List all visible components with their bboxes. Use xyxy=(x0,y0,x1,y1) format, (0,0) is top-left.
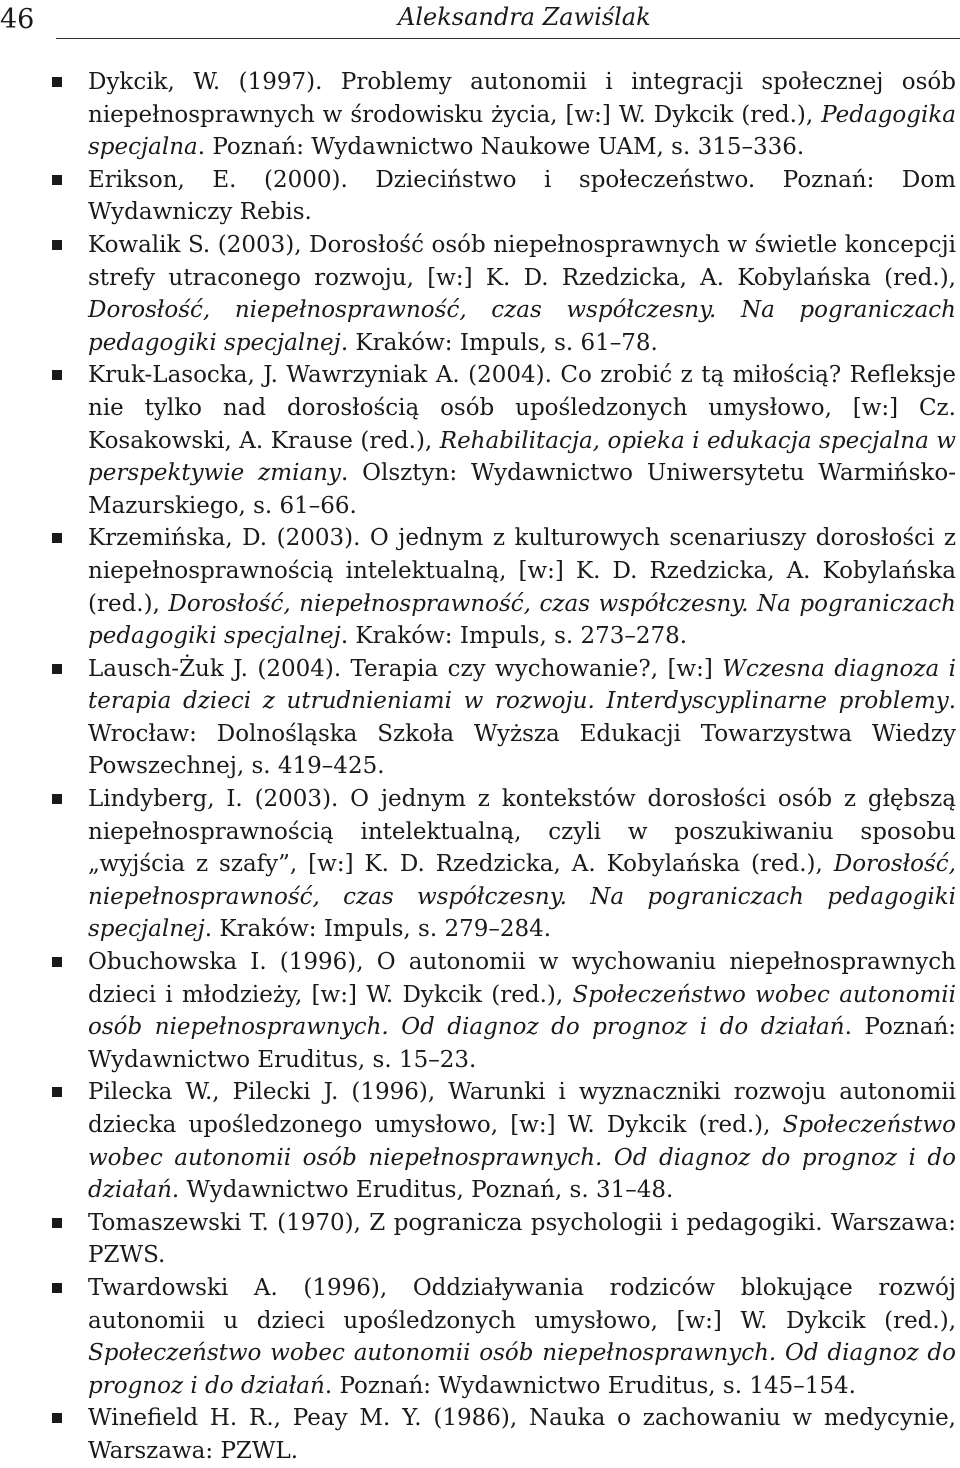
reference-text: Twardowski A. (1996), Oddziaływania rodziców blokujące rozwój autonomii u dzieci upośledzonych umysłowo, [w:] W. Dykcik (red.), xyxy=(88,1274,956,1334)
square-bullet-icon xyxy=(52,533,62,543)
square-bullet-icon xyxy=(52,1087,62,1097)
reference-text: Kruk-Lasocka, J. Wawrzyniak A. (2004). Co zrobić z tą miłością? Refleksje nie tylko nad dorosłością osób upośledzonych umysłowo, [w:] Cz. Kosakowski, A. Krause (red.), xyxy=(88,362,956,454)
reference-item xyxy=(52,1402,956,1467)
square-bullet-icon xyxy=(52,175,62,185)
reference-title-italic: Dorosłość, niepełnosprawność, czas współczesny. Na pograniczach pedagogiki specjalnej xyxy=(88,297,956,356)
reference-text: Tomaszewski T. (1970), Z pogranicza psychologii i pedagogiki. Warszawa: PZWS. xyxy=(88,1209,956,1269)
reference-item xyxy=(52,164,956,229)
reference-item xyxy=(52,66,956,164)
reference-text: . Wydawnictwo Eruditus, Poznań, s. 31–48. xyxy=(171,1177,674,1204)
reference-item xyxy=(52,946,956,1076)
reference-title-italic: Społeczeństwo wobec autonomii osób niepełnosprawnych. Od diagnoz do prognoz i do działań xyxy=(88,1340,956,1399)
reference-title-italic: Społeczeństwo wobec autonomii osób niepełnosprawnych. Od diagnoz do prognoz i do działań xyxy=(88,1112,956,1204)
reference-title-italic: Pedagogika specjalna xyxy=(88,101,956,161)
square-bullet-icon xyxy=(52,370,62,380)
reference-text: Krzemińska, D. (2003). O jednym z kulturowych scenariuszy dorosłości z niepełnosprawnością intelektualną, [w:] K. D. Rzedzicka, A. Kobylańska (red.), xyxy=(88,525,956,617)
reference-list xyxy=(52,66,956,1468)
reference-text: Kowalik S. (2003), Dorosłość osób niepełnosprawnych w świetle koncepcji strefy utraconego rozwoju, [w:] K. D. Rzedzicka, A. Kobylańska (red.), xyxy=(88,231,956,291)
reference-title-italic: Dorosłość, niepełnosprawność, czas współczesny. Na pograniczach pedagogiki specjalnej xyxy=(88,590,956,650)
running-head: Aleksandra Zawiślak xyxy=(398,3,651,31)
square-bullet-icon xyxy=(52,1218,62,1228)
reference-text: . Kraków: Impuls, s. 273–278. xyxy=(340,623,688,650)
reference-text: . Wrocław: Dolnośląska Szkoła Wyższa Edukacji Towarzystwa Wiedzy Powszechnej, s. 419–425. xyxy=(88,688,956,780)
square-bullet-icon xyxy=(52,1413,62,1423)
reference-item xyxy=(52,653,956,783)
reference-title-italic: Wczesna diagnoza i terapia dzieci z utrudnieniami w rozwoju. Interdyscyplinarne problemy xyxy=(88,655,956,715)
reference-text: Pilecka W., Pilecki J. (1996), Warunki i wyznaczniki rozwoju autonomii dziecka upośledzonego umysłowo, [w:] W. Dykcik (red.), xyxy=(88,1079,956,1138)
square-bullet-icon xyxy=(52,240,62,250)
square-bullet-icon xyxy=(52,77,62,87)
square-bullet-icon xyxy=(52,664,62,674)
reference-text: Dykcik, W. (1997). Problemy autonomii i integracji społecznej osób niepełnosprawnych w środowisku życia, [w:] W. Dykcik (red.), xyxy=(88,69,956,128)
square-bullet-icon xyxy=(52,794,62,804)
reference-text: Obuchowska I. (1996), O autonomii w wychowaniu niepełnosprawnych dzieci i młodzieży, [w:] W. Dykcik (red.), xyxy=(88,949,956,1008)
header-rule xyxy=(56,38,960,39)
reference-text: . Kraków: Impuls, s. 61–78. xyxy=(340,329,658,356)
reference-text: Erikson, E. (2000). Dzieciństwo i społeczeństwo. Poznań: Dom Wydawniczy Rebis. xyxy=(88,166,956,226)
reference-item xyxy=(52,229,956,359)
reference-item xyxy=(52,783,956,946)
reference-text: Lindyberg, I. (2003). O jednym z kontekstów dorosłości osób z głębszą niepełnosprawnością intelektualną, czyli w poszukiwaniu sposobu „wyjścia z szafy”, [w:] K. D. Rzedzicka, A. Kobylańska (red.), xyxy=(88,786,956,878)
reference-title-italic: Rehabilitacja, opieka i edukacja specjalna w perspektywie zmiany xyxy=(88,427,956,487)
reference-text: . Kraków: Impuls, s. 279–284. xyxy=(204,916,552,943)
reference-text: Lausch-Żuk J. (2004). Terapia czy wychowanie?, [w:] xyxy=(88,655,723,682)
reference-text: Winefield H. R., Peay M. Y. (1986), Nauka o zachowaniu w medycynie, Warszawa: PZWL. xyxy=(88,1405,956,1464)
square-bullet-icon xyxy=(52,957,62,967)
reference-item xyxy=(52,359,956,522)
reference-title-italic: Społeczeństwo wobec autonomii osób niepełnosprawnych. Od diagnoz do prognoz i do działań xyxy=(88,981,956,1041)
reference-item xyxy=(52,1076,956,1206)
square-bullet-icon xyxy=(52,1283,62,1293)
reference-text: . Poznań: Wydawnictwo Eruditus, s. 145–154. xyxy=(324,1372,856,1399)
reference-title-italic: Dorosłość, niepełnosprawność, czas współczesny. Na pograniczach pedagogiki specjalnej xyxy=(88,851,956,943)
reference-text: . Poznań: Wydawnictwo Eruditus, s. 15–23. xyxy=(88,1014,957,1073)
reference-text: . Olsztyn: Wydawnictwo Uniwersytetu Warmińsko-Mazurskiego, s. 61–66. xyxy=(88,460,956,519)
reference-text: . Poznań: Wydawnictwo Naukowe UAM, s. 315–336. xyxy=(197,134,805,161)
reference-item xyxy=(52,522,956,652)
page-number: 46 xyxy=(0,4,35,35)
page-header xyxy=(0,0,960,44)
reference-item xyxy=(52,1207,956,1272)
reference-item xyxy=(52,1272,956,1402)
